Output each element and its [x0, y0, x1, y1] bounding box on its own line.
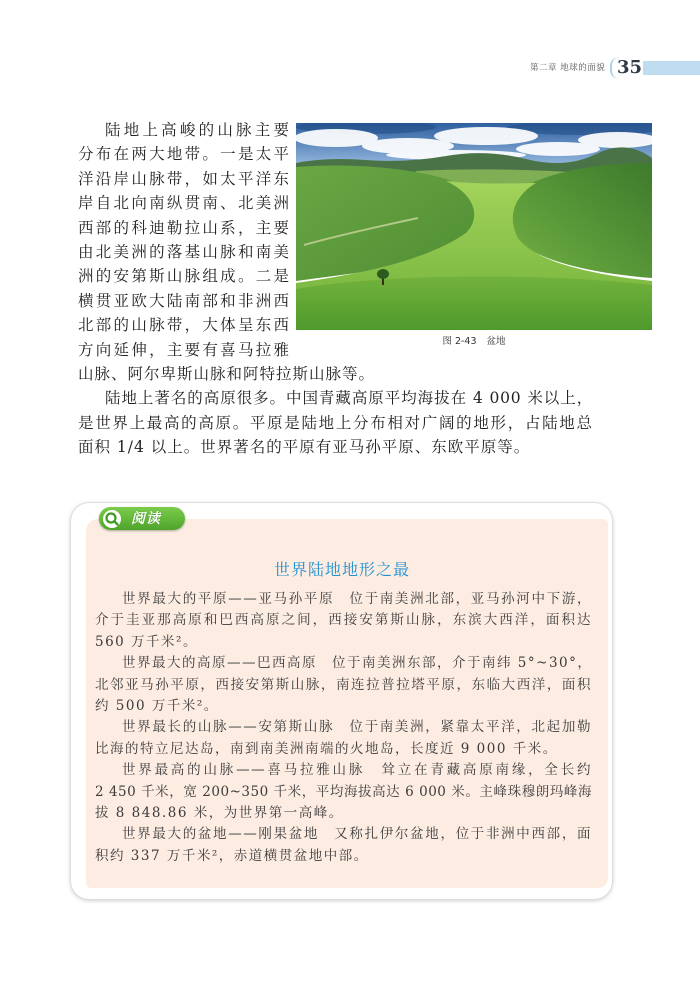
text-line: 陆地上高峻的山脉主要 [105, 121, 290, 139]
text-line: 岸自北向南纵贯南、北美洲 [78, 194, 290, 213]
figure-label: 图 2-43 [442, 336, 477, 347]
paragraph-plateaus-plains [78, 386, 593, 459]
reading-title: 世界陆地地形之最 [273, 560, 410, 579]
reading-tag [99, 507, 185, 530]
header-bar [643, 61, 700, 75]
text-line: 拔 8 848.86 米，为世界第一高峰。 [95, 805, 344, 822]
text-line: 是世界上最高的高原。平原是陆地上分布相对广阔的地形，占陆地总 [78, 413, 593, 432]
text-line: 世界最大的盆地——刚果盆地 又称扎伊尔盆地，位于非洲中西部，面 [122, 826, 592, 843]
text-line: 山脉、阿尔卑斯山脉和阿特拉斯山脉等。 [78, 365, 376, 384]
figure-caption-text: 盆地 [486, 336, 506, 347]
reading-body [95, 589, 592, 867]
reading-item-largest-plateau [95, 653, 592, 717]
text-line: 介于圭亚那高原和巴西高原之间，西接安第斯山脉，东滨大西洋，面积达 [95, 612, 592, 629]
magnifier-icon [102, 509, 122, 529]
reading-item-largest-basin [95, 824, 592, 867]
reading-tag-label: 阅读 [131, 510, 161, 527]
text-line: 北部的山脉带，大体呈东西 [78, 316, 290, 335]
text-line: 西部的科迪勒拉山系，主要 [78, 218, 290, 237]
reading-item-longest-range [95, 717, 592, 760]
reading-item-highest-range [95, 760, 592, 824]
text-line: 世界最大的高原——巴西高原 位于南美洲东部，介于南纬 5°~30°， [122, 655, 593, 672]
text-line: 面积 1/4 以上。世界著名的平原有亚马孙平原、东欧平原等。 [78, 438, 531, 457]
text-line: 比海的特立尼达岛，南到南美洲南端的火地岛，长度近 9 000 千米。 [95, 740, 558, 757]
body-text [78, 118, 593, 460]
text-line: 横贯亚欧大陆南部和非洲西 [78, 291, 290, 310]
text-line: 2 450 千米，宽 200~350 千米，平均海拔高达 6 000 米。主峰珠穆朗玛峰海 [95, 783, 592, 800]
text-line: 分布在两大地带。一是太平 [78, 145, 290, 164]
text-line: 北邻亚马孙平原，西接安第斯山脉，南连拉普拉塔平原，东临大西洋，面积 [95, 676, 592, 693]
paragraph-mountain-belts [78, 118, 593, 386]
text-line: 世界最大的平原——亚马孙平原 位于南美洲北部，亚马孙河中下游， [122, 591, 592, 607]
text-line: 陆地上著名的高原很多。中国青藏高原平均海拔在 4 000 米以上， [105, 389, 593, 408]
chapter-title: 第二章 地球的面貌 [530, 63, 606, 73]
text-line: 世界最高的山脉——喜马拉雅山脉 耸立在青藏高原南缘，全长约 [122, 762, 592, 779]
text-line: 560 万千米²。 [95, 633, 198, 650]
text-line: 洋沿岸山脉带，如太平洋东 [78, 169, 290, 188]
text-line: 世界最长的山脉——安第斯山脉 位于南美洲，紧靠太平洋，北起加勒 [122, 719, 592, 736]
text-line: 洲的安第斯山脉组成。二是 [78, 267, 290, 286]
text-line: 由北美洲的落基山脉和南美 [78, 243, 290, 262]
text-line: 积约 337 万千米²，赤道横贯盆地中部。 [95, 847, 369, 864]
page-number: 35 [617, 57, 643, 78]
text-line: 方向延伸，主要有喜马拉雅 [78, 340, 290, 359]
text-line: 约 500 万千米²。 [95, 698, 219, 715]
reading-item-largest-plain [95, 589, 592, 653]
